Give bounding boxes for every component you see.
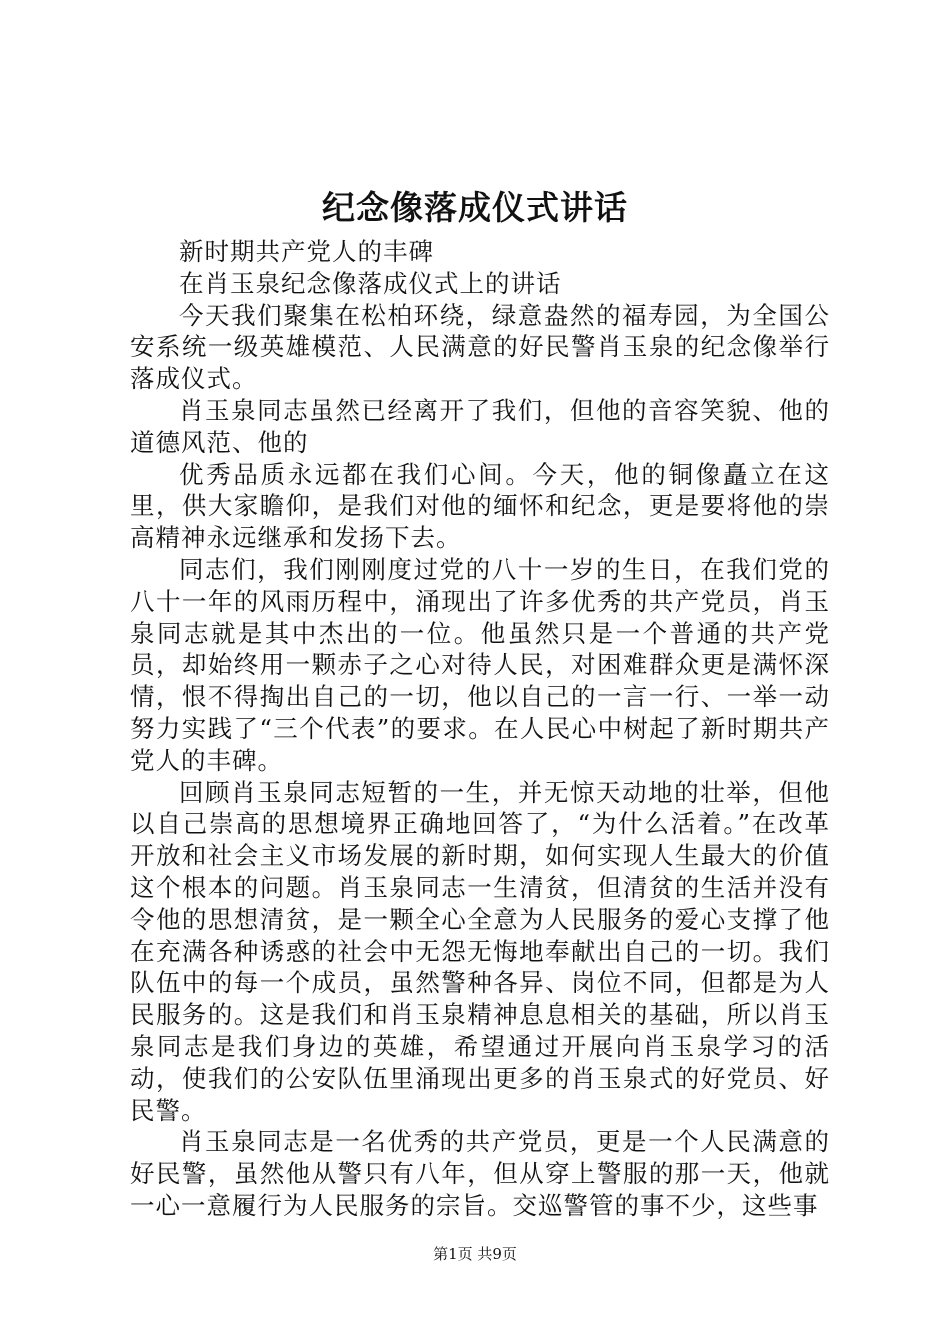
paragraph: 今天我们聚集在松柏环绕，绿意盎然的福寿园，为全国公安系统一级英雄模范、人民满意的好民警肖玉泉的纪念像举行落成仪式。 <box>130 300 830 394</box>
paragraph: 回顾肖玉泉同志短暂的一生，并无惊天动地的壮举，但他以自己崇高的思想境界正确地回答了，“为什么活着。”在改革开放和社会主义市场发展的新时期，如何实现人生最大的价值这个根本的问题。肖玉泉同志一生清贫，但清贫的生活并没有令他的思想清贫，是一颗全心全意为人民服务的爱心支撑了他在充满各种诱惑的社会中无怨无悔地奉献出自己的一切。我们队伍中的每一个成员，虽然警种各异、岗位不同，但都是为人民服务的。这是我们和肖玉泉精神息息相关的基础，所以肖玉泉同志是我们身边的英雄，希望通过开展向肖玉泉学习的活动，使我们的公安队伍里涌现出更多的肖玉泉式的好党员、好民警。 <box>130 777 830 1125</box>
paragraph: 新时期共产党人的丰碑 <box>179 237 434 266</box>
paragraph: 在肖玉泉纪念像落成仪式上的讲话 <box>179 268 562 298</box>
paragraph: 肖玉泉同志虽然已经离开了我们，但他的音容笑貌、他的道德风范、他的 <box>130 395 830 457</box>
page-number-footer: 第1页 共9页 <box>433 1245 517 1263</box>
paragraph: 优秀品质永远都在我们心间。今天，他的铜像矗立在这里，供大家瞻仰，是我们对他的缅怀和纪念，更是要将他的崇高精神永远继承和发扬下去。 <box>130 459 830 553</box>
paragraph: 同志们，我们刚刚度过党的八十一岁的生日，在我们党的八十一年的风雨历程中，涌现出了许多优秀的共产党员，肖玉泉同志就是其中杰出的一位。他虽然只是一个普通的共产党员，却始终用一颗赤子之心对待人民，对困难群众更是满怀深情，恨不得掏出自己的一切，他以自己的一言一行、一举一动努力实践了“三个代表”的要求。在人民心中树起了新时期共产党人的丰碑。 <box>130 554 830 775</box>
document-title: 纪念像落成仪式讲话 <box>322 188 628 227</box>
paragraph: 肖玉泉同志是一名优秀的共产党员，更是一个人民满意的好民警，虽然他从警只有八年，但从穿上警服的那一天，他就一心一意履行为人民服务的宗旨。交巡警管的事不少，这些事 <box>130 1127 830 1220</box>
document-body <box>130 236 830 1222</box>
